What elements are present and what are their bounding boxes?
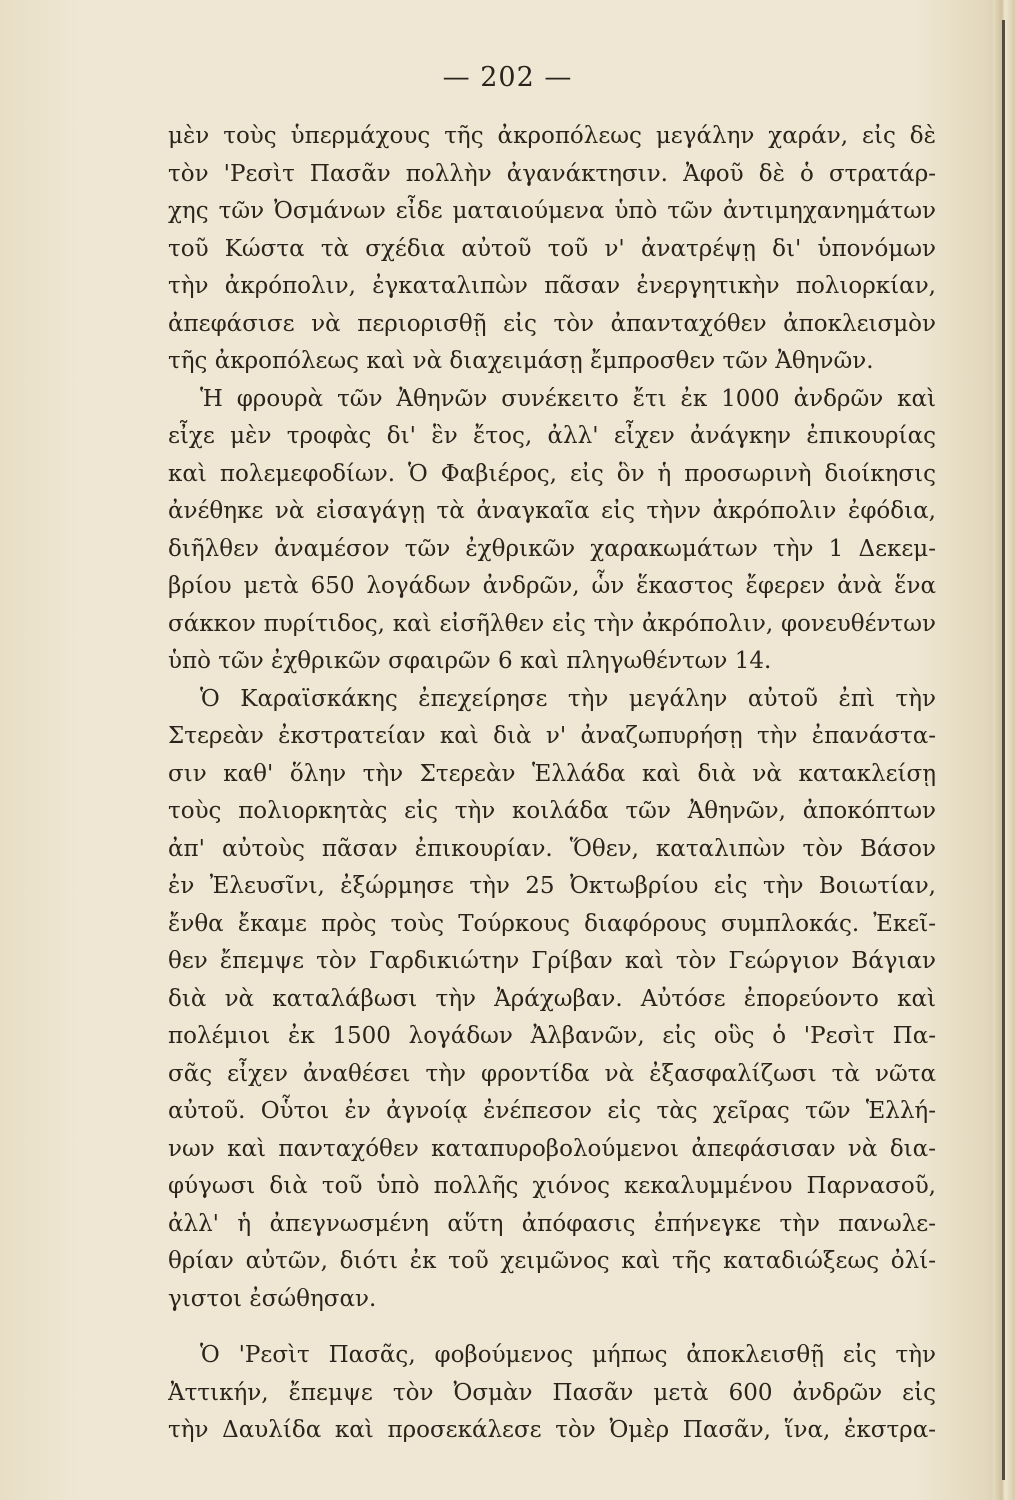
text-line: ἔνθα ἔκαμε πρὸς τοὺς Τούρκους διαφόρους συμπλοκάς. Ἐκεῖ- [168,910,936,937]
page-number-header: — 202 — [442,62,573,93]
text-line: ἀλλ' ἡ ἀπεγνωσμένη αὕτη ἀπόφασις ἐπήνεγκε τὴν πανωλε- [168,1210,936,1237]
text-line: διὰ νὰ καταλάβωσι τὴν Ἀράχωβαν. Αὐτόσε ἐπορεύοντο καὶ [168,985,936,1012]
text-line: Στερεὰν ἐκστρατείαν καὶ διὰ ν' ἀναζωπυρήσῃ τὴν ἐπανάστα- [168,723,936,749]
text-line: ἀπεφάσισε νὰ περιορισθῇ εἰς τὸν ἀπανταχόθεν ἀποκλεισμὸν [168,310,936,337]
text-line: εἶχε μὲν τροφὰς δι' ἓν ἔτος, ἀλλ' εἶχεν ἀνάγκην ἐπικουρίας [168,423,936,449]
text-line: πολέμιοι ἐκ 1500 λογάδων Ἀλβανῶν, εἰς οὓς ὁ 'Ρεσὶτ Πα- [168,1023,936,1049]
text-line: αὐτοῦ. Οὗτοι ἐν ἀγνοίᾳ ἐνέπεσον εἰς τὰς χεῖρας τῶν Ἑλλή- [168,1098,936,1124]
text-line: Ἡ φρουρὰ τῶν Ἀθηνῶν συνέκειτο ἔτι ἐκ 1000 ἀνδρῶν καὶ [200,385,936,412]
text-line: τὸν 'Ρεσὶτ Πασᾶν πολλὴν ἀγανάκτησιν. Ἀφοῦ δὲ ὁ στρατάρ- [168,160,936,187]
paragraph [168,1337,936,1450]
paragraph [168,118,936,381]
text-line: διῆλθεν ἀναμέσον τῶν ἐχθρικῶν χαρακωμάτων τὴν 1 Δεκεμ- [168,535,936,562]
text-line: Ὁ 'Ρεσὶτ Πασᾶς, φοβούμενος μήπως ἀποκλεισθῇ εἰς τὴν [200,1342,936,1368]
paragraph [168,681,936,1319]
text-line: γιστοι ἐσώθησαν. [168,1285,377,1312]
text-line: φύγωσι διὰ τοῦ ὑπὸ πολλῆς χιόνος κεκαλυμμένου Παρνασοῦ, [168,1173,936,1199]
text-line: σάκκον πυρίτιδος, καὶ εἰσῆλθεν εἰς τὴν ἀκρόπολιν, φονευθέντων [168,610,936,637]
paragraph [168,381,936,681]
text-line: τοῦ Κώστα τὰ σχέδια αὐτοῦ τοῦ ν' ἀνατρέψῃ δι' ὑπονόμων [168,235,936,262]
text-line: χης τῶν Ὀσμάνων εἶδε ματαιούμενα ὑπὸ τῶν ἀντιμηχανημάτων [168,198,936,224]
text-line: Ὁ Καραϊσκάκης ἐπεχείρησε τὴν μεγάλην αὐτοῦ ἐπὶ τὴν [200,685,936,712]
text-line: ἐν Ἐλευσῖνι, ἐξώρμησε τὴν 25 Ὀκτωβρίου εἰς τὴν Βοιωτίαν, [168,873,936,899]
text-line: μὲν τοὺς ὑπερμάχους τῆς ἀκροπόλεως μεγάλην χαράν, εἰς δὲ [168,123,936,149]
text-line: ἀνέθηκε νὰ εἰσαγάγῃ τὰ ἀναγκαῖα εἰς τὴνν ἀκρόπολιν ἐφόδια, [168,498,936,524]
text-line: ἀπ' αὐτοὺς πᾶσαν ἐπικουρίαν. Ὅθεν, καταλιπὼν τὸν Βάσον [168,835,936,862]
text-line: ὑπὸ τῶν ἐχθρικῶν σφαιρῶν 6 καὶ πληγωθέντων 14. [168,648,772,674]
text-line: θεν ἔπεμψε τὸν Γαρδικιώτην Γρίβαν καὶ τὸν Γεώργιον Βάγιαν [168,948,936,974]
text-line: θρίαν αὐτῶν, διότι ἐκ τοῦ χειμῶνος καὶ τῆς καταδιώξεως ὀλί- [168,1248,936,1274]
text-line: καὶ πολεμεφοδίων. Ὁ Φαβιέρος, εἰς ὃν ἡ προσωρινὴ διοίκησις [168,460,936,487]
text-line: σᾶς εἶχεν ἀναθέσει τὴν φροντίδα νὰ ἐξασφαλίζωσι τὰ νῶτα [168,1060,936,1087]
paragraph-gap [168,1318,936,1337]
text-line: βρίου μετὰ 650 λογάδων ἀνδρῶν, ὧν ἕκαστος ἔφερεν ἀνὰ ἕνα [168,573,936,599]
text-line: τοὺς πολιορκητὰς εἰς τὴν κοιλάδα τῶν Ἀθηνῶν, ἀποκόπτων [168,798,936,824]
text-line: τὴν ἀκρόπολιν, ἐγκαταλιπὼν πᾶσαν ἐνεργητικὴν πολιορκίαν, [168,273,936,299]
binding-shadow-line [1002,20,1005,1480]
text-line: νων καὶ πανταχόθεν καταπυροβολούμενοι ἀπεφάσισαν νὰ δια- [168,1135,936,1162]
text-line: Ἀττικήν, ἔπεμψε τὸν Ὀσμὰν Πασᾶν μετὰ 600 ἀνδρῶν εἰς [168,1379,936,1406]
text-line: σιν καθ' ὅλην τὴν Στερεὰν Ἑλλάδα καὶ διὰ νὰ κατακλείσῃ [168,760,936,787]
body-text [168,118,936,1450]
text-line: τὴν Δαυλίδα καὶ προσεκάλεσε τὸν Ὀμὲρ Πασᾶν, ἵνα, ἐκστρα- [168,1417,936,1443]
text-line: τῆς ἀκροπόλεως καὶ νὰ διαχειμάσῃ ἔμπροσθεν τῶν Ἀθηνῶν. [168,348,874,374]
